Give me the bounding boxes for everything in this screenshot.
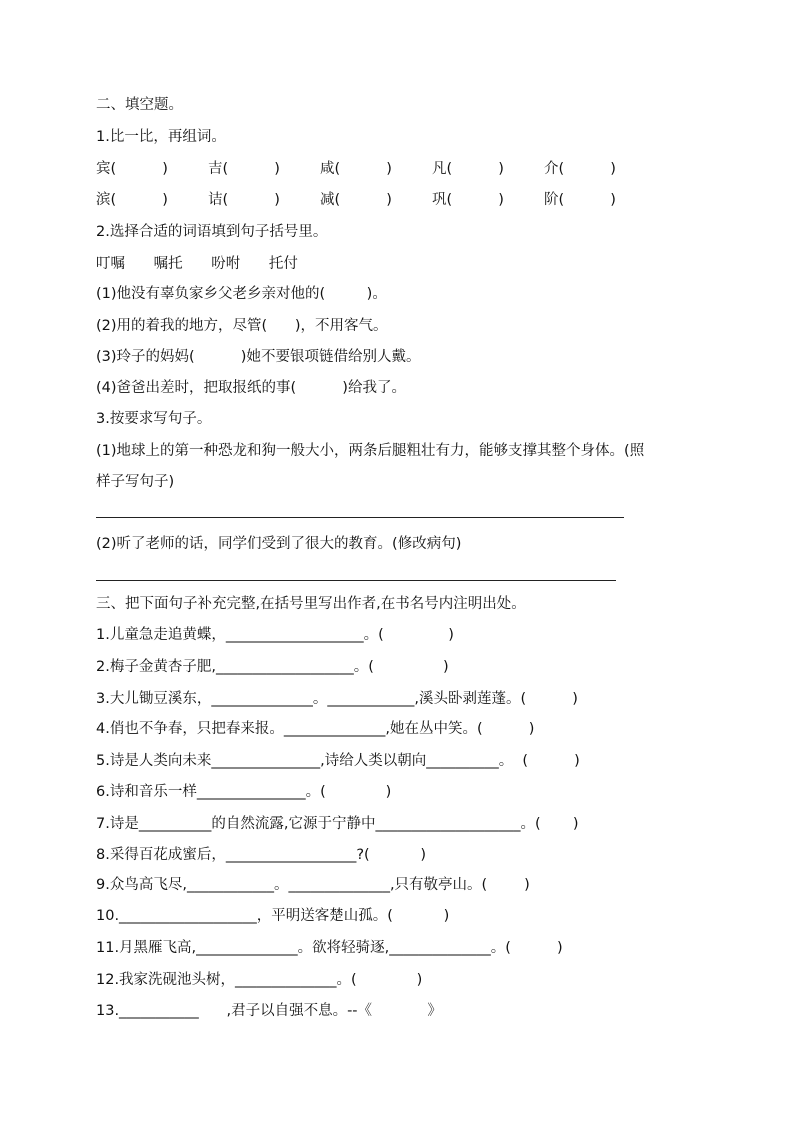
fill-item[interactable]: 10.___________________，平明送客楚山孤。( )	[96, 908, 450, 924]
q2-item[interactable]: (4)爸爸出差时，把取报纸的事( )给我了。	[96, 380, 406, 396]
q2-item[interactable]: (3)玲子的妈妈( )她不要银项链借给别人戴。	[96, 349, 421, 365]
q1-blank[interactable]: 介( )	[544, 161, 616, 177]
q2-item[interactable]: (2)用的着我的地方，尽管( )，不用客气。	[96, 318, 388, 334]
q2-prompt: 2.选择合适的词语填到句子括号里。	[96, 224, 328, 240]
q1-blank[interactable]: 宾( )	[96, 161, 168, 177]
section-3-title: 三、把下面句子补充完整,在括号里写出作者,在书名号内注明出处。	[96, 596, 526, 612]
q3-item-1-line-2: 样子写句子)	[96, 474, 175, 490]
q1-blank[interactable]: 减( )	[320, 192, 392, 208]
q1-blank[interactable]: 吉( )	[208, 161, 280, 177]
answer-line[interactable]	[96, 580, 616, 581]
q2-item[interactable]: (1)他没有辜负家乡父老乡亲对他的( )。	[96, 286, 387, 302]
answer-line[interactable]	[96, 517, 624, 518]
section-2-title: 二、填空题。	[96, 97, 183, 113]
q1-prompt: 1.比一比，再组词。	[96, 129, 226, 145]
word-option: 嘱托	[153, 256, 183, 272]
q1-blank[interactable]: 咸( )	[320, 161, 392, 177]
q1-blank[interactable]: 巩( )	[432, 192, 504, 208]
fill-item[interactable]: 6.诗和音乐一样_______________。( )	[96, 784, 392, 800]
fill-item[interactable]: 3.大儿锄豆溪东，______________。____________,溪头卧剥莲蓬。( )	[96, 691, 578, 707]
q1-blank[interactable]: 滨( )	[96, 192, 168, 208]
q1-blank[interactable]: 阶( )	[544, 192, 616, 208]
q3-item-2: (2)听了老师的话，同学们受到了很大的教育。(修改病句)	[96, 536, 462, 552]
fill-item[interactable]: 1.儿童急走追黄蝶，___________________。( )	[96, 627, 454, 643]
fill-item[interactable]: 5.诗是人类向未来_______________,诗给人类以朝向__________。 ( )	[96, 753, 580, 769]
fill-item[interactable]: 8.采得百花成蜜后，__________________?( )	[96, 847, 427, 863]
q1-blank[interactable]: 诘( )	[208, 192, 280, 208]
word-option: 叮嘱	[96, 256, 125, 272]
word-option: 托付	[268, 256, 298, 272]
word-option: 吩咐	[211, 256, 241, 272]
q1-blank[interactable]: 凡( )	[432, 161, 504, 177]
q3-item-1-line-1: (1)地球上的第一种恐龙和狗一般大小，两条后腿粗壮有力，能够支撑其整个身体。(照	[96, 443, 645, 459]
q2-word-options	[96, 254, 322, 274]
fill-item[interactable]: 7.诗是__________的自然流露,它源于宁静中____________________。( )	[96, 816, 579, 832]
fill-item[interactable]: 9.众鸟高飞尽,____________。______________,只有敬亭山。( )	[96, 877, 530, 893]
fill-item[interactable]: 2.梅子金黄杏子肥,___________________。( )	[96, 659, 449, 675]
fill-item[interactable]: 12.我家洗砚池头树，______________。( )	[96, 972, 423, 988]
q3-prompt: 3.按要求写句子。	[96, 411, 212, 427]
fill-item[interactable]: 4.俏也不争春，只把春来报。______________,她在丛中笑。( )	[96, 721, 535, 737]
fill-item[interactable]: 11.月黑雁飞高,______________。欲将轻骑逐,______________。( )	[96, 940, 563, 956]
fill-item[interactable]: 13.___________ ,君子以自强不息。--《 》	[96, 1003, 442, 1019]
